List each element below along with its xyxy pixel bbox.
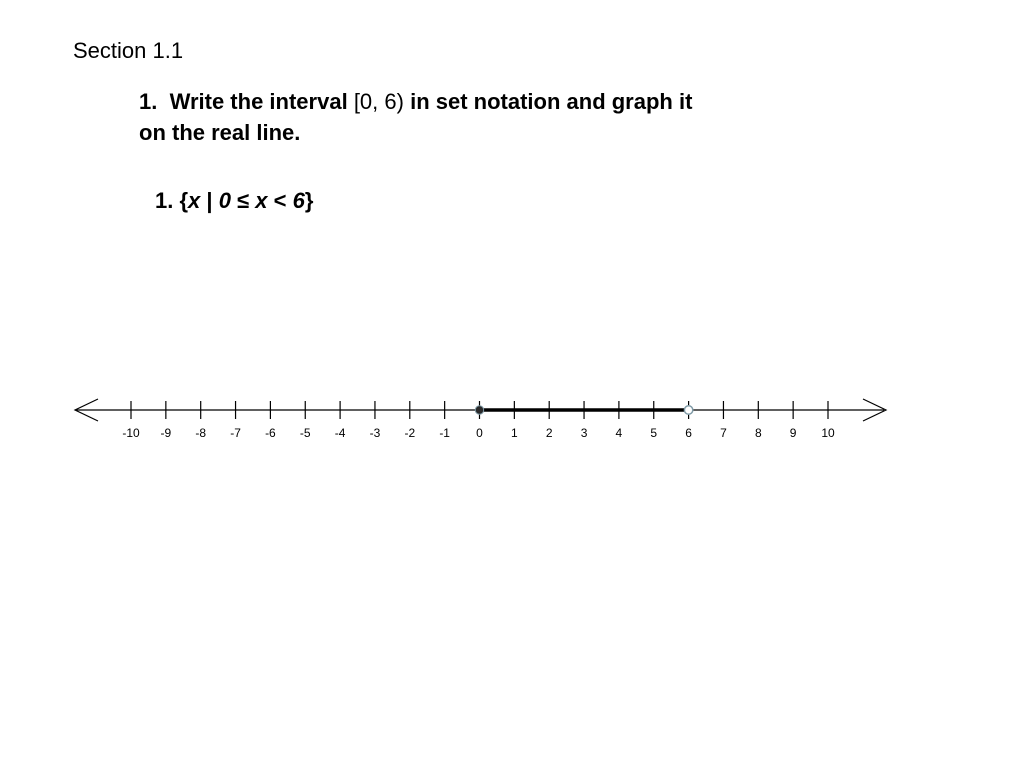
section-title: Section 1.1: [73, 38, 184, 63]
question-number: 1.: [139, 89, 158, 114]
tick-label: 9: [789, 426, 797, 440]
tick-label: -6: [265, 426, 276, 440]
answer-variable: x: [188, 188, 201, 213]
tick-label: 6: [685, 426, 692, 440]
tick-label: 7: [720, 426, 727, 440]
answer-number: 1.: [155, 188, 174, 213]
question-text-before: Write the interval: [169, 89, 348, 114]
question-text-after: in set notation and graph it on the real line.: [139, 89, 693, 145]
closed-endpoint-dot: [475, 406, 483, 414]
tick-label: -8: [195, 426, 207, 440]
tick-label: 0: [476, 426, 483, 440]
tick-label: -4: [334, 426, 346, 440]
answer-separator: |: [206, 188, 213, 213]
answer-close-brace: }: [304, 188, 314, 213]
tick-label: -3: [369, 426, 381, 440]
answer-open-brace: {: [179, 188, 189, 213]
tick-label: -10: [122, 426, 140, 440]
tick-label: -2: [404, 426, 416, 440]
answer-upper-relation: <: [273, 188, 287, 213]
tick-label: -9: [160, 426, 172, 440]
tick-label: 10: [821, 426, 835, 440]
tick-label: 8: [754, 426, 762, 440]
tick-label: 5: [650, 426, 658, 440]
tick-label: -5: [299, 426, 311, 440]
answer-variable-repeat: x: [255, 188, 268, 213]
tick-label: -7: [230, 426, 241, 440]
question-interval: [0, 6): [353, 89, 404, 114]
tick-label: 1: [511, 426, 518, 440]
tick-label: 3: [580, 426, 588, 440]
tick-label: 4: [615, 426, 623, 440]
open-endpoint-dot: [684, 406, 692, 414]
tick-label: 2: [545, 426, 553, 440]
tick-labels: [122, 426, 835, 440]
answer-lower: 0: [218, 188, 231, 213]
tick-label: -1: [439, 426, 450, 440]
answer-upper: 6: [292, 188, 305, 213]
answer-lower-relation: ≤: [237, 188, 250, 213]
